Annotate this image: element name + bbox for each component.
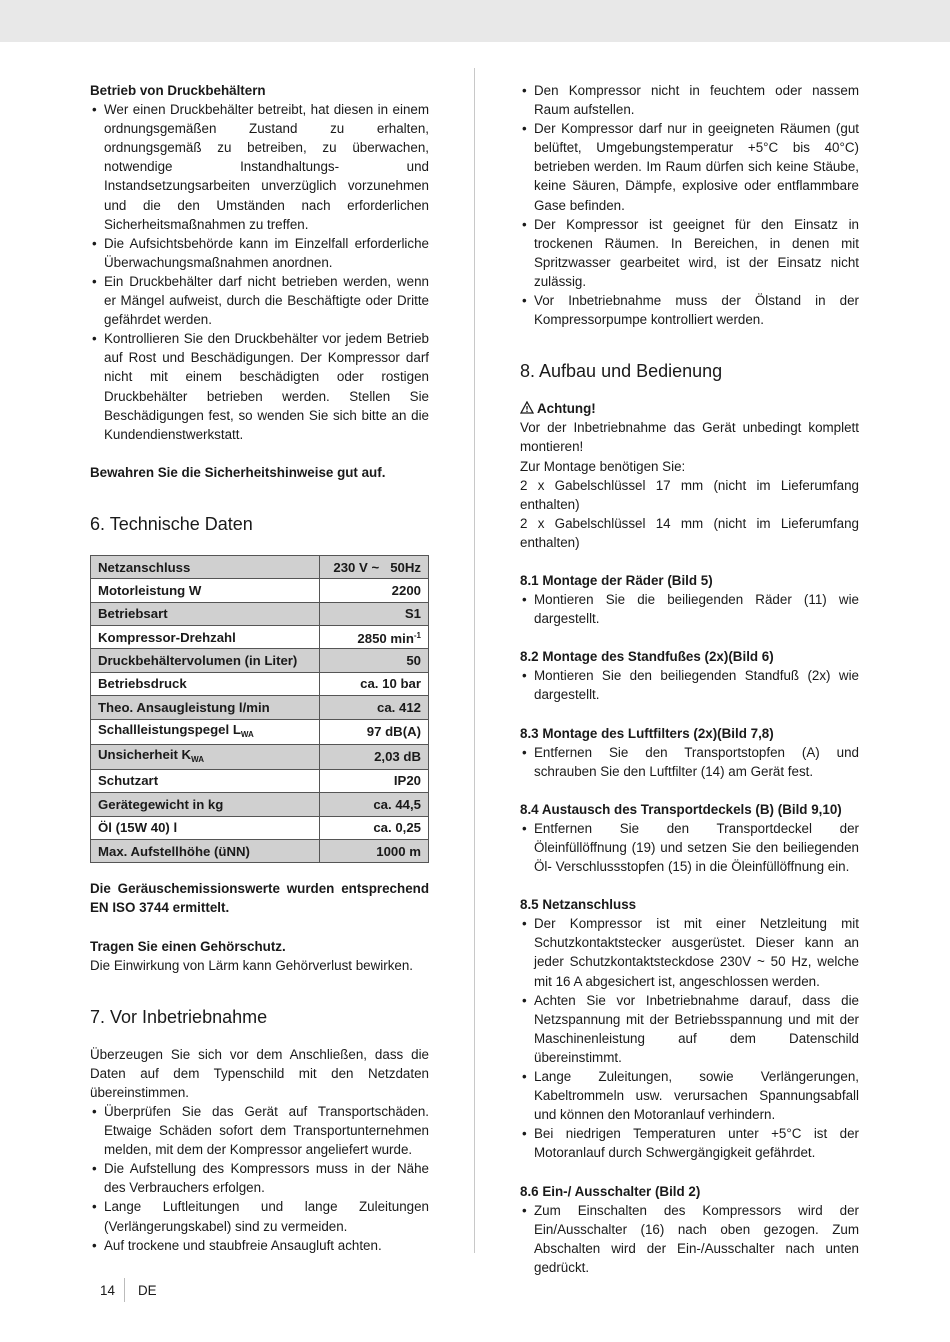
spec-label: Druckbehältervolumen (in Liter) bbox=[91, 649, 320, 672]
spec-value: 2200 bbox=[319, 579, 428, 602]
spec-value-text: 2850 min bbox=[357, 631, 414, 647]
list-item: • Den Kompressor nicht in feuchtem oder nassem Raum aufstellen. bbox=[520, 81, 859, 119]
s82-list bbox=[520, 666, 859, 704]
spec-label-sub: WA bbox=[191, 754, 204, 764]
table-row bbox=[91, 769, 429, 792]
spec-label: Schutzart bbox=[91, 769, 320, 792]
list-item: • Bei niedrigen Temperaturen unter +5°C ist der Motoranlauf durch Schwergängigkeit gefährdet. bbox=[520, 1124, 859, 1162]
noise-note: Die Geräuschemissionswerte wurden entsprechend EN ISO 3744 ermittelt. bbox=[90, 881, 429, 916]
list-item: • Auf trockene und staubfreie Ansaugluft achten. bbox=[90, 1236, 429, 1255]
list-item: • Lange Luftleitungen und lange Zuleitungen (Verlängerungskabel) sind zu vermeiden. bbox=[90, 1197, 429, 1235]
table-row bbox=[91, 816, 429, 839]
list-item: • Der Kompressor darf nur in geeigneten Räumen (gut belüftet, Umgebungstemperatur +5°C bis 40°C) betrieben werden. Im Raum dürfen sich keine Stäube, keine Säuren, Dämpfe, explosive oder entflammbare Gase befinden. bbox=[520, 119, 859, 214]
table-row bbox=[91, 579, 429, 602]
s81-list bbox=[520, 590, 859, 628]
list-item: • Achten Sie vor Inbetriebnahme darauf, dass die Netzspannung mit der Betriebsspannung und mit der Maschinenleistung auf dem Datenschild übereinstimmt. bbox=[520, 991, 859, 1067]
top-band bbox=[0, 0, 950, 42]
warning-icon bbox=[520, 401, 534, 414]
hearing-title: Tragen Sie einen Gehörschutz. bbox=[90, 938, 286, 954]
table-row bbox=[91, 555, 429, 578]
spec-label: Theo. Ansaugleistung l/min bbox=[91, 696, 320, 719]
attention-label: Achtung! bbox=[537, 401, 596, 417]
table-row bbox=[91, 696, 429, 719]
list-item: • Wer einen Druckbehälter betreibt, hat diesen in einem ordnungsgemäßen Zustand zu erhalten, ordnungsgemäß zu betreiben, zu überwachen, notwendige Instandhaltungs- und Instandsetzungsarbeiten unverzüglich vorzunehmen und die den Umständen nach erforderlichen Sicherheitsmaßnahmen zu treffen. bbox=[90, 100, 429, 234]
spec-value: 97 dB(A) bbox=[319, 719, 428, 744]
section-title-druckbehaelter: Betrieb von Druckbehältern bbox=[90, 83, 266, 98]
footer-separator bbox=[124, 1278, 125, 1302]
s83-list bbox=[520, 743, 859, 781]
page-number: 14 bbox=[100, 1283, 115, 1298]
spec-table bbox=[90, 555, 429, 863]
spec-label bbox=[91, 744, 320, 769]
heading-vor-inbetriebnahme: 7. Vor Inbetriebnahme bbox=[90, 1006, 268, 1027]
spec-label: Gerätegewicht in kg bbox=[91, 793, 320, 816]
subsection-title-8-1: 8.1 Montage der Räder (Bild 5) bbox=[520, 572, 713, 588]
spec-label: Max. Aufstellhöhe (üNN) bbox=[91, 839, 320, 862]
vor-intro: Überzeugen Sie sich vor dem Anschließen, dass die Daten auf dem Typenschild mit den Netzdaten übereinstimmen. bbox=[90, 1046, 429, 1100]
subsection-title-8-3: 8.3 Montage des Luftfilters (2x)(Bild 7,8) bbox=[520, 725, 774, 741]
table-row bbox=[91, 719, 429, 744]
list-item: • Die Aufstellung des Kompressors muss in der Nähe des Verbrauchers erfolgen. bbox=[90, 1159, 429, 1197]
list-item: • Ein Druckbehälter darf nicht betrieben werden, wenn er Mängel aufweist, durch die Beschäftigte oder Dritte gefährdet werden. bbox=[90, 272, 429, 329]
attention-line: 2 x Gabelschlüssel 14 mm (nicht im Lieferumfang enthalten) bbox=[520, 515, 859, 550]
table-row bbox=[91, 626, 429, 649]
table-row bbox=[91, 602, 429, 625]
spec-value: ca. 0,25 bbox=[319, 816, 428, 839]
attention-line: Zur Montage benötigen Sie: bbox=[520, 458, 686, 474]
s84-list bbox=[520, 819, 859, 876]
vor-list bbox=[90, 1102, 429, 1255]
list-item: • Die Aufsichtsbehörde kann im Einzelfall erforderliche Überwachungsmaßnahmen anordnen. bbox=[90, 234, 429, 272]
table-row bbox=[91, 744, 429, 769]
spec-value: IP20 bbox=[319, 769, 428, 792]
spec-value: 2,03 dB bbox=[319, 744, 428, 769]
spec-label-text: Schallleistungspegel L bbox=[98, 721, 241, 737]
spec-label bbox=[91, 719, 320, 744]
spec-value: 1000 m bbox=[319, 839, 428, 862]
list-item: • Montieren Sie den beiliegenden Standfuß (2x) wie dargestellt. bbox=[520, 666, 859, 704]
table-row bbox=[91, 649, 429, 672]
left-column bbox=[90, 81, 429, 1255]
language-code: DE bbox=[138, 1283, 157, 1298]
heading-technische-daten: 6. Technische Daten bbox=[90, 513, 253, 534]
spec-label: Betriebsdruck bbox=[91, 672, 320, 695]
heading-aufbau-bedienung: 8. Aufbau und Bedienung bbox=[520, 361, 723, 382]
spec-label: Netzanschluss bbox=[91, 555, 320, 578]
list-item: • Entfernen Sie den Transportstopfen (A) und schrauben Sie den Luftfilter (14) am Gerät fest. bbox=[520, 743, 859, 781]
s85-list bbox=[520, 914, 859, 1162]
list-item: • Lange Zuleitungen, sowie Verlängerungen, Kabeltrommeln usw. verursachen Spannungsabfall und können den Motoranlauf verhindern. bbox=[520, 1067, 859, 1124]
spec-value: ca. 44,5 bbox=[319, 793, 428, 816]
table-row bbox=[91, 839, 429, 862]
spec-value: 230 V ~ 50Hz bbox=[319, 555, 428, 578]
attention-line: Vor der Inbetriebnahme das Gerät unbedingt komplett montieren! bbox=[520, 420, 859, 455]
attention-title bbox=[520, 399, 859, 418]
list-item: • Montieren Sie die beiliegenden Räder (11) wie dargestellt. bbox=[520, 590, 859, 628]
right-column bbox=[520, 81, 859, 1277]
column-divider bbox=[474, 68, 475, 1253]
aufstellung-list bbox=[520, 81, 859, 329]
attention-line: 2 x Gabelschlüssel 17 mm (nicht im Lieferumfang enthalten) bbox=[520, 477, 859, 512]
druckbehaelter-list bbox=[90, 100, 429, 444]
hearing-text: Die Einwirkung von Lärm kann Gehörverlust bewirken. bbox=[90, 957, 414, 973]
list-item: • Überprüfen Sie das Gerät auf Transportschäden. Etwaige Schäden sofort dem Transportunternehmen melden, mit dem der Kompressor angeliefert wurde. bbox=[90, 1102, 429, 1159]
spec-value-sup: -1 bbox=[413, 631, 421, 641]
subsection-title-8-6: 8.6 Ein-/ Ausschalter (Bild 2) bbox=[520, 1183, 701, 1199]
spec-value bbox=[319, 626, 428, 649]
spec-value: ca. 10 bar bbox=[319, 672, 428, 695]
spec-label-sub: WA bbox=[240, 729, 254, 739]
table-row bbox=[91, 672, 429, 695]
spec-label: Öl (15W 40) l bbox=[91, 816, 320, 839]
list-item: • Der Kompressor ist geeignet für den Einsatz in trockenen Räumen. In Bereichen, in denen mit Spritzwasser gearbeitet wird, ist der Einsatz nicht zulässig. bbox=[520, 215, 859, 291]
list-item: • Zum Einschalten des Kompressors wird der Ein/Ausschalter (16) nach oben gezogen. Zum Abschalten wird der Ein-/Ausschalter nach unten gedrückt. bbox=[520, 1201, 859, 1277]
spec-label: Motorleistung W bbox=[91, 579, 320, 602]
spec-label: Kompressor-Drehzahl bbox=[91, 626, 320, 649]
keep-safety-note: Bewahren Sie die Sicherheitshinweise gut auf. bbox=[90, 464, 386, 480]
spec-value: ca. 412 bbox=[319, 696, 428, 719]
subsection-title-8-4: 8.4 Austausch des Transportdeckels (B) (Bild 9,10) bbox=[520, 801, 842, 817]
list-item: • Vor Inbetriebnahme muss der Ölstand in der Kompressorpumpe kontrolliert werden. bbox=[520, 291, 859, 329]
list-item: • Kontrollieren Sie den Druckbehälter vor jedem Betrieb auf Rost und Beschädigungen. Der Kompressor darf nicht mit einem beschädigten oder rostigen Druckbehälter betrieben werden. Stellen Sie Beschädigungen fest, so wenden Sie sich bitte an die Kundendienstwerkstatt. bbox=[90, 329, 429, 444]
table-row bbox=[91, 793, 429, 816]
subsection-title-8-5: 8.5 Netzanschluss bbox=[520, 897, 637, 913]
spec-value: 50 bbox=[319, 649, 428, 672]
subsection-title-8-2: 8.2 Montage des Standfußes (2x)(Bild 6) bbox=[520, 649, 774, 665]
list-item: • Der Kompressor ist mit einer Netzleitung mit Schutzkontaktstecker ausgerüstet. Dieser kann an jeder Schutzkontaktsteckdose 230V ~ 50 Hz, welche mit 16 A abgesichert ist, angeschlossen werden. bbox=[520, 914, 859, 990]
spec-label-text: Unsicherheit K bbox=[98, 746, 192, 762]
spec-label: Betriebsart bbox=[91, 602, 320, 625]
list-item: • Entfernen Sie den Transportdeckel der Öleinfüllöffnung (19) und setzen Sie den beiliegenden Öl- Verschlussstopfen (15) in die Öleinfüllöffnung ein. bbox=[520, 819, 859, 876]
s86-list bbox=[520, 1201, 859, 1277]
spec-value: S1 bbox=[319, 602, 428, 625]
